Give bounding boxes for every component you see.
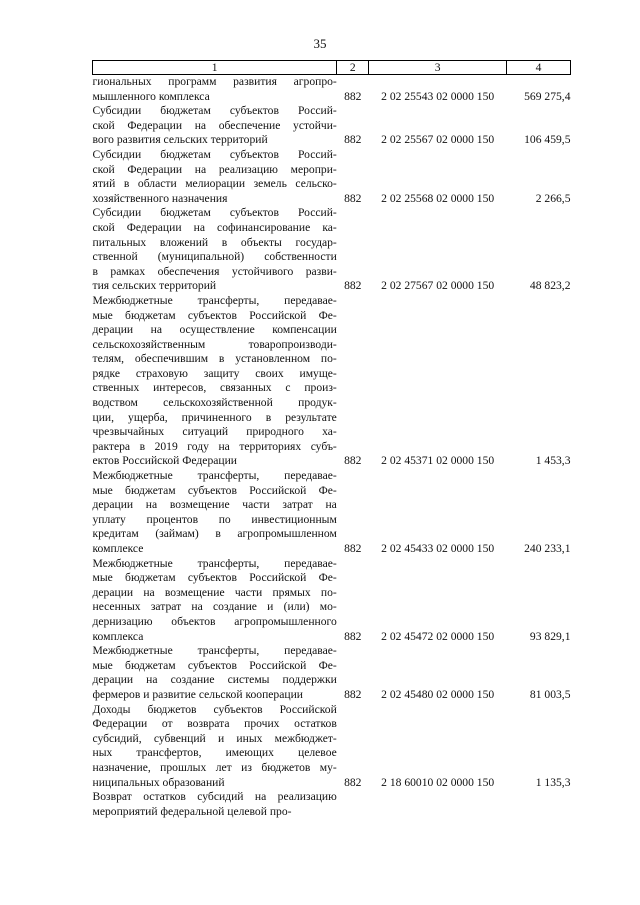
description-line: питальных вложений в объекты государ-	[92, 235, 337, 249]
row-amount: 106 459,5	[524, 133, 571, 147]
row-budget-code: 2 02 45371 02 0000 150	[381, 454, 495, 468]
description-line: Федерации от возврата прочих остатков	[92, 717, 337, 731]
row-budget-code: 2 02 25568 02 0000 150	[381, 191, 495, 205]
row-amount: 1 135,3	[535, 775, 571, 789]
row-description	[93, 469, 337, 557]
row-budget-code: 2 02 45433 02 0000 150	[381, 542, 495, 555]
description-line: мые бюджетам субъектов Российской Фе-	[92, 308, 337, 322]
description-line: Межбюджетные трансферты, передавае-	[92, 556, 337, 570]
description-line: телям, обеспечившим в установленном по-	[92, 352, 337, 366]
description-line: дерации на создание системы поддержки	[92, 673, 337, 687]
table-row	[93, 703, 571, 791]
description-line: ниципальных образований	[92, 775, 225, 789]
description-line: мышленного комплекса	[92, 89, 210, 103]
table-row	[93, 206, 571, 294]
row-amount: 81 003,5	[529, 687, 571, 701]
row-admin-code: 882	[344, 687, 362, 701]
description-line: хозяйственного назначения	[92, 191, 228, 205]
row-amount: 569 275,4	[524, 89, 571, 103]
row-budget-code: 2 02 25567 02 0000 150	[381, 133, 495, 147]
description-line: несенных затрат на создание и (или) мо-	[92, 600, 337, 614]
description-line: ственной (муниципальной) собственности	[92, 250, 337, 264]
description-line: ятий в области мелиорации земель сельско-	[92, 177, 337, 191]
row-amount: 240 233,1	[524, 542, 571, 555]
description-line: ской Федерации на реализацию меропри-	[92, 162, 337, 176]
row-admin-code: 882	[344, 454, 362, 468]
row-budget-code	[369, 790, 507, 819]
description-line: ции, ущерба, причиненного в результате	[92, 410, 337, 424]
column-header-admin-code: 2	[337, 61, 369, 75]
row-amount: 2 266,5	[535, 191, 571, 205]
description-line: субсидий, субвенций и иных межбюджет-	[92, 731, 337, 745]
description-line: Субсидии бюджетам субъектов Россий-	[92, 147, 337, 161]
row-admin-code	[337, 790, 369, 819]
description-line: комплекса	[92, 629, 144, 643]
row-description	[93, 790, 337, 819]
table-header-row	[93, 61, 571, 75]
row-budget-code: 2 18 60010 02 0000 150	[381, 775, 495, 789]
column-header-amount: 4	[507, 61, 571, 75]
row-admin-code: 882	[344, 89, 362, 103]
row-amount: 93 829,1	[529, 629, 571, 643]
description-line: Межбюджетные трансферты, передавае-	[92, 469, 337, 483]
row-description	[93, 104, 337, 148]
column-header-budget-code: 3	[369, 61, 507, 75]
description-line: Субсидии бюджетам субъектов Россий-	[92, 206, 337, 220]
row-budget-code: 2 02 45480 02 0000 150	[381, 687, 495, 701]
row-amount	[507, 790, 571, 819]
table-row	[93, 75, 571, 105]
description-line: Субсидии бюджетам субъектов Россий-	[92, 104, 337, 118]
description-line: мые бюджетам субъектов Российской Фе-	[92, 483, 337, 497]
description-line: ской Федерации на софинансирование ка-	[92, 220, 337, 234]
row-admin-code: 882	[344, 629, 362, 643]
row-admin-code: 882	[344, 542, 362, 555]
description-line: дерации на возмещение части прямых по-	[92, 585, 337, 599]
description-line: кредитам (займам) в агропромышленном	[92, 527, 337, 541]
description-line: комплексе	[92, 542, 144, 555]
description-line: уплату процентов по инвестиционным	[92, 512, 337, 526]
row-description	[93, 206, 337, 294]
table-row	[93, 294, 571, 469]
row-description	[93, 557, 337, 645]
row-description	[93, 644, 337, 702]
description-line: ных трансфертов, имеющих целевое	[92, 746, 337, 760]
description-line: Межбюджетные трансферты, передавае-	[92, 644, 337, 658]
description-line: гиональных программ развития агропро-	[92, 75, 337, 88]
row-admin-code: 882	[344, 279, 362, 293]
description-line: дерации на осуществление компенсации	[92, 323, 337, 337]
row-amount: 48 823,2	[529, 279, 571, 293]
row-budget-code: 2 02 25543 02 0000 150	[381, 89, 495, 103]
table-row	[93, 790, 571, 819]
row-budget-code: 2 02 27567 02 0000 150	[381, 279, 495, 293]
row-description	[93, 294, 337, 469]
row-description	[93, 75, 337, 105]
row-admin-code: 882	[344, 133, 362, 147]
description-line: мые бюджетам субъектов Российской Фе-	[92, 571, 337, 585]
row-admin-code: 882	[344, 775, 362, 789]
row-amount: 1 453,3	[535, 454, 571, 468]
page-number: 35	[313, 36, 327, 51]
table-row	[93, 104, 571, 148]
description-line: Межбюджетные трансферты, передавае-	[92, 293, 337, 307]
description-line: рядке страховую защиту своих имуще-	[92, 366, 337, 380]
description-line: водством сельскохозяйственной продук-	[92, 396, 337, 410]
description-line: фермеров и развитие сельской кооперации	[92, 687, 303, 701]
description-line: Доходы бюджетов субъектов Российской	[92, 702, 337, 716]
description-line: дернизацию объектов агропромышленного	[92, 614, 337, 628]
budget-revenue-table	[92, 60, 571, 819]
description-line: мые бюджетам субъектов Российской Фе-	[92, 658, 337, 672]
description-line: чрезвычайных ситуаций природного ха-	[92, 425, 337, 439]
description-line: Возврат остатков субсидий на реализацию	[92, 790, 337, 804]
row-budget-code: 2 02 45472 02 0000 150	[381, 629, 495, 643]
description-line: тия сельских территорий	[92, 279, 217, 293]
table-row	[93, 644, 571, 702]
description-line: ской Федерации на обеспечение устойчи-	[92, 118, 337, 132]
table-row	[93, 469, 571, 557]
row-description	[93, 148, 337, 206]
description-line: сельскохозяйственным товаропроизводи-	[92, 337, 337, 351]
description-line: мероприятий федеральной целевой про-	[92, 804, 292, 818]
column-header-description: 1	[93, 61, 337, 75]
description-line: дерации на возмещение части затрат на	[92, 498, 337, 512]
description-line: вого развития сельских территорий	[92, 133, 268, 147]
description-line: назначение, прошлых лет из бюджетов му-	[92, 760, 337, 774]
description-line: в рамках обеспечения устойчивого разви-	[92, 264, 337, 278]
description-line: ственных интересов, связанных с произ-	[92, 381, 337, 395]
table-row	[93, 148, 571, 206]
description-line: ектов Российской Федерации	[92, 454, 237, 468]
row-description	[93, 703, 337, 791]
description-line: рактера в 2019 году на территориях субъ-	[92, 439, 337, 453]
table-row	[93, 557, 571, 645]
row-admin-code: 882	[344, 191, 362, 205]
